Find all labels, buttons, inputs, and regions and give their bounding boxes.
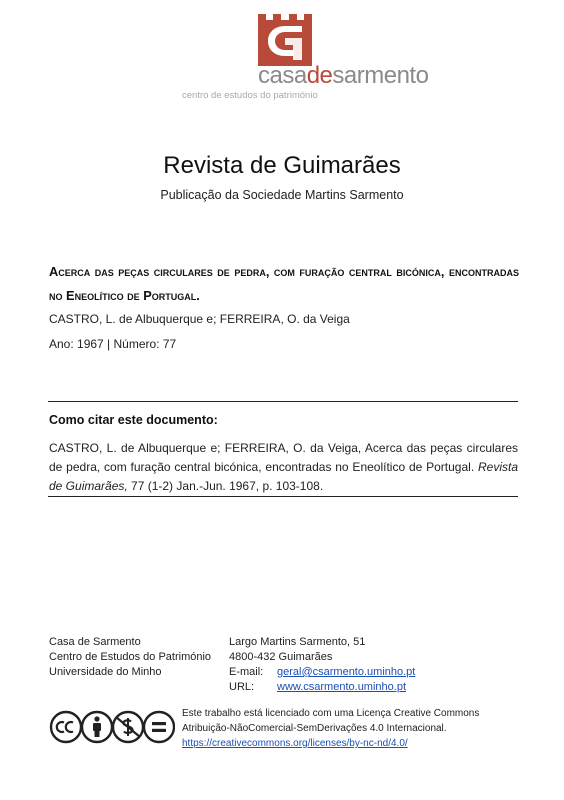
footer-address-line: Largo Martins Sarmento, 51 xyxy=(229,636,366,648)
by-icon xyxy=(82,712,112,742)
license-line: Este trabalho está licenciado com uma Licença Creative Commons xyxy=(182,708,480,719)
journal-title: Revista de Guimarães xyxy=(163,152,401,179)
creative-commons-badges-icon xyxy=(49,709,175,745)
license-line: Atribuição-NãoComercial-SemDerivações 4.0 Internacional. xyxy=(182,723,447,734)
email-link[interactable]: geral@csarmento.uminho.pt xyxy=(277,666,416,678)
footer-institution xyxy=(49,635,211,680)
license-notice xyxy=(182,706,479,751)
divider-top xyxy=(48,401,518,402)
citation-journal: Revista de Guimarães, xyxy=(49,460,518,493)
footer-url-row xyxy=(229,680,415,695)
logo-word-sarmento: sarmento xyxy=(332,62,429,89)
website-link[interactable]: www.csarmento.uminho.pt xyxy=(277,681,406,693)
email-label: E-mail: xyxy=(229,666,264,678)
citation-pages: 77 (1-2) Jan.-Jun. 1967, p. 103-108. xyxy=(127,479,324,493)
casa-de-sarmento-logo-icon xyxy=(258,14,312,66)
footer-address-line: 4800-432 Guimarães xyxy=(229,651,333,663)
footer-institution-line: Universidade do Minho xyxy=(49,666,162,678)
nd-icon xyxy=(144,712,174,742)
nc-icon xyxy=(113,712,143,742)
logo-word-casa: casa xyxy=(258,62,307,89)
citation-main: CASTRO, L. de Albuquerque e; FERREIRA, O. da Veiga, Acerca das peças circulares de pedra, com furação central bicónica, encontradas no Eneolítico de Portugal. xyxy=(49,441,518,474)
footer-institution-line: Centro de Estudos do Património xyxy=(49,651,212,663)
article-issue: Ano: 1967 | Número: 77 xyxy=(49,337,177,351)
logo-word-de: de xyxy=(306,62,333,89)
footer-email-row xyxy=(229,665,415,680)
footer-contact xyxy=(229,635,415,695)
citation-heading: Como citar este documento: xyxy=(49,413,218,427)
cc-icon xyxy=(51,712,81,742)
article-authors: CASTRO, L. de Albuquerque e; FERREIRA, O. da Veiga xyxy=(49,312,350,326)
logo-tagline: centro de estudos do património xyxy=(182,90,318,101)
journal-subtitle: Publicação da Sociedade Martins Sarmento xyxy=(160,188,404,202)
citation-text xyxy=(49,439,518,496)
footer-institution-line: Casa de Sarmento xyxy=(49,636,141,648)
license-link[interactable]: https://creativecommons.org/licenses/by-nc-nd/4.0/ xyxy=(182,738,408,749)
article-title: Acerca das peças circulares de pedra, com furação central bicónica, encontradas no Eneolítico de Portugal. xyxy=(49,264,519,303)
url-label: URL: xyxy=(229,681,255,693)
logo-wordmark xyxy=(258,62,428,90)
divider-bottom xyxy=(48,496,518,497)
